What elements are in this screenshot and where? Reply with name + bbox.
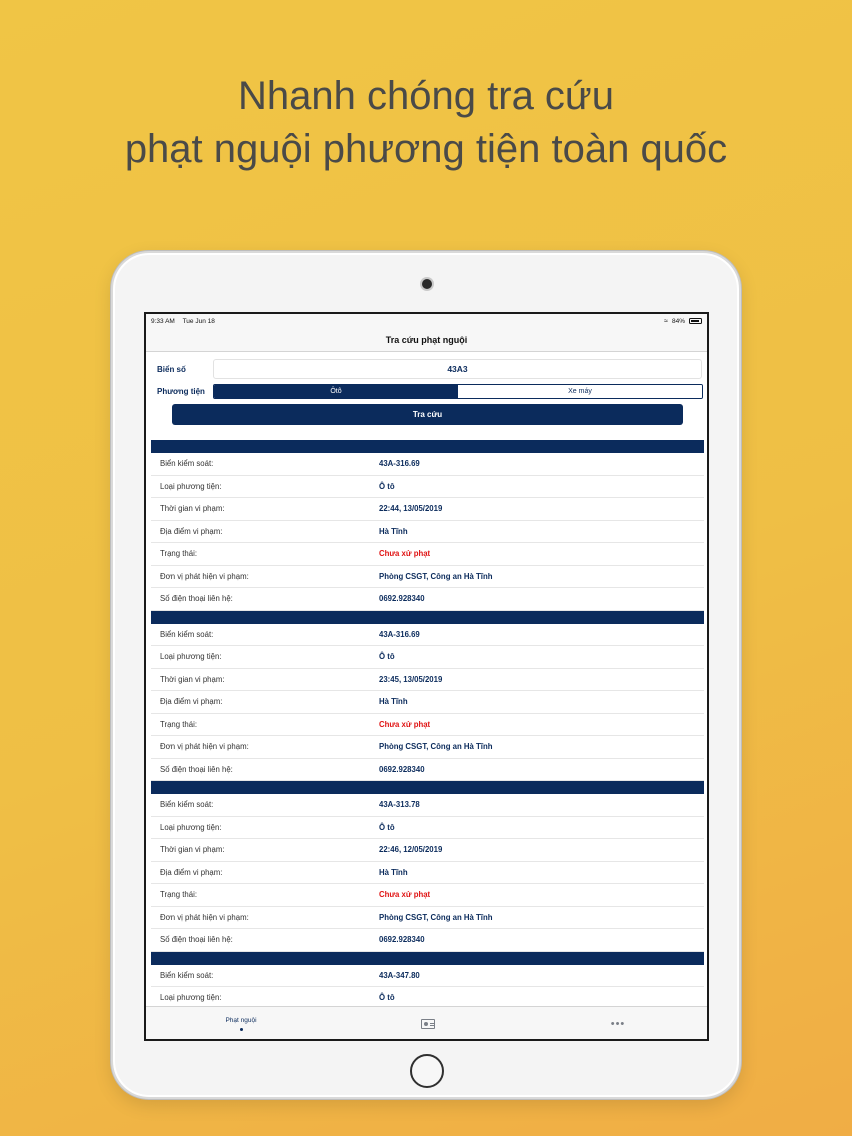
record-row-plate — [151, 453, 704, 476]
field-label: Đơn vị phát hiện vi phạm: — [160, 742, 249, 752]
field-value: 0692.928340 — [379, 594, 425, 604]
page-title: Tra cứu phạt nguội — [385, 334, 468, 345]
tab-more[interactable] — [598, 1007, 638, 1040]
field-value: Phòng CSGT, Công an Hà Tĩnh — [379, 912, 493, 922]
more-icon: ••• — [610, 1017, 626, 1030]
field-label: Trạng thái: — [160, 719, 197, 729]
tab-phat-nguoi[interactable] — [206, 1007, 276, 1040]
field-label: Địa điểm vi phạm: — [160, 867, 223, 877]
record-row-time — [151, 669, 704, 692]
camera-icon — [422, 279, 432, 289]
nav-bar — [146, 328, 707, 352]
record-row-plate — [151, 794, 704, 817]
field-label: Số điện thoại liên hệ: — [160, 764, 233, 774]
field-value: 43A-347.80 — [379, 970, 420, 980]
field-label: Loại phương tiện: — [160, 822, 222, 832]
id-card-icon — [421, 1019, 435, 1029]
record-row-status — [151, 714, 704, 737]
record-header-bar — [151, 440, 704, 453]
field-label: Số điện thoại liên hệ: — [160, 935, 233, 945]
field-label: Thời gian vi phạm: — [160, 504, 225, 514]
vehicle-row — [151, 384, 703, 399]
home-button[interactable] — [410, 1054, 444, 1088]
record-row-phone — [151, 929, 704, 952]
ipad-frame — [111, 251, 741, 1099]
field-label: Đơn vị phát hiện vi phạm: — [160, 912, 249, 922]
record-row-time — [151, 498, 704, 521]
record-row-plate — [151, 965, 704, 988]
app-screen — [144, 312, 709, 1041]
vehicle-label: Phương tiện — [157, 387, 205, 396]
violation-record — [151, 952, 704, 1006]
record-header-bar — [151, 952, 704, 965]
violation-record — [151, 781, 704, 952]
field-value: 22:46, 12/05/2019 — [379, 845, 443, 855]
segment-motorbike[interactable]: Xe máy — [458, 385, 702, 398]
field-value: 0692.928340 — [379, 764, 425, 774]
status-right — [664, 318, 702, 325]
field-label: Loại phương tiện: — [160, 481, 222, 491]
segment-car[interactable]: Ôtô — [214, 385, 458, 398]
record-row-place — [151, 691, 704, 714]
field-value: 23:45, 13/05/2019 — [379, 674, 443, 684]
status-time: 9:33 AM — [151, 317, 175, 325]
record-row-unit — [151, 736, 704, 759]
field-label: Thời gian vi phạm: — [160, 674, 225, 684]
field-value: 0692.928340 — [379, 935, 425, 945]
field-label: Biển kiểm soát: — [160, 459, 214, 469]
record-row-unit — [151, 566, 704, 589]
headline — [0, 70, 852, 176]
field-value: Ô tô — [379, 481, 395, 491]
record-row-vehicle-type — [151, 476, 704, 499]
search-button[interactable]: Tra cứu — [172, 404, 683, 425]
tab-phat-nguoi-label: Phạt nguội — [225, 1016, 257, 1024]
record-row-place — [151, 862, 704, 885]
field-label: Thời gian vi phạm: — [160, 845, 225, 855]
record-header-bar — [151, 611, 704, 624]
field-label: Trạng thái: — [160, 549, 197, 559]
field-label: Loại phương tiện: — [160, 652, 222, 662]
wifi-icon: ≈ — [664, 317, 668, 325]
plate-input[interactable]: 43A3 — [213, 359, 702, 379]
field-label: Địa điểm vi phạm: — [160, 697, 223, 707]
record-row-vehicle-type — [151, 987, 704, 1005]
plate-label: Biển số — [157, 364, 186, 374]
status-bar — [146, 314, 707, 328]
record-row-phone — [151, 759, 704, 782]
battery-fill — [691, 320, 699, 322]
record-row-plate — [151, 624, 704, 647]
plate-row — [151, 359, 703, 379]
headline-line-1: Nhanh chóng tra cứu — [238, 74, 614, 118]
status-left — [151, 318, 221, 325]
field-value: Hà Tĩnh — [379, 697, 408, 707]
tab-card[interactable] — [408, 1007, 448, 1040]
field-label: Biển kiểm soát: — [160, 970, 214, 980]
field-value: Ô tô — [379, 652, 395, 662]
field-label: Biển kiểm soát: — [160, 629, 214, 639]
tab-bar — [146, 1006, 707, 1039]
field-value: 43A-313.78 — [379, 800, 420, 810]
status-date: Tue Jun 18 — [182, 317, 215, 325]
record-row-time — [151, 839, 704, 862]
record-row-place — [151, 521, 704, 544]
headline-line-2: phạt nguội phương tiện toàn quốc — [124, 127, 728, 171]
record-row-vehicle-type — [151, 646, 704, 669]
violation-record — [151, 440, 704, 611]
field-value: Ô tô — [379, 993, 395, 1003]
tab-active-dot — [240, 1028, 243, 1031]
field-value: Ô tô — [379, 822, 395, 832]
field-value: Phòng CSGT, Công an Hà Tĩnh — [379, 742, 493, 752]
field-label: Trạng thái: — [160, 890, 197, 900]
field-value: 22:44, 13/05/2019 — [379, 504, 443, 514]
record-row-status — [151, 884, 704, 907]
vehicle-segmented-control — [213, 384, 703, 399]
record-row-vehicle-type — [151, 817, 704, 840]
record-row-status — [151, 543, 704, 566]
field-value: Hà Tĩnh — [379, 526, 408, 536]
field-value: Hà Tĩnh — [379, 867, 408, 877]
field-value: 43A-316.69 — [379, 629, 420, 639]
field-value: Chưa xử phạt — [379, 549, 431, 559]
field-value: Chưa xử phạt — [379, 890, 431, 900]
record-row-phone — [151, 588, 704, 611]
field-label: Biển kiểm soát: — [160, 800, 214, 810]
battery-percent: 84% — [671, 317, 685, 325]
field-label: Số điện thoại liên hệ: — [160, 594, 233, 604]
field-label: Đơn vị phát hiện vi phạm: — [160, 571, 249, 581]
violation-record — [151, 611, 704, 782]
record-header-bar — [151, 781, 704, 794]
field-value: 43A-316.69 — [379, 459, 420, 469]
field-label: Địa điểm vi phạm: — [160, 526, 223, 536]
field-label: Loại phương tiện: — [160, 993, 222, 1003]
field-value: Chưa xử phạt — [379, 719, 431, 729]
battery-icon — [689, 318, 702, 324]
search-form — [146, 352, 707, 425]
field-value: Phòng CSGT, Công an Hà Tĩnh — [379, 571, 493, 581]
record-row-unit — [151, 907, 704, 930]
results-list[interactable] — [151, 440, 704, 1005]
